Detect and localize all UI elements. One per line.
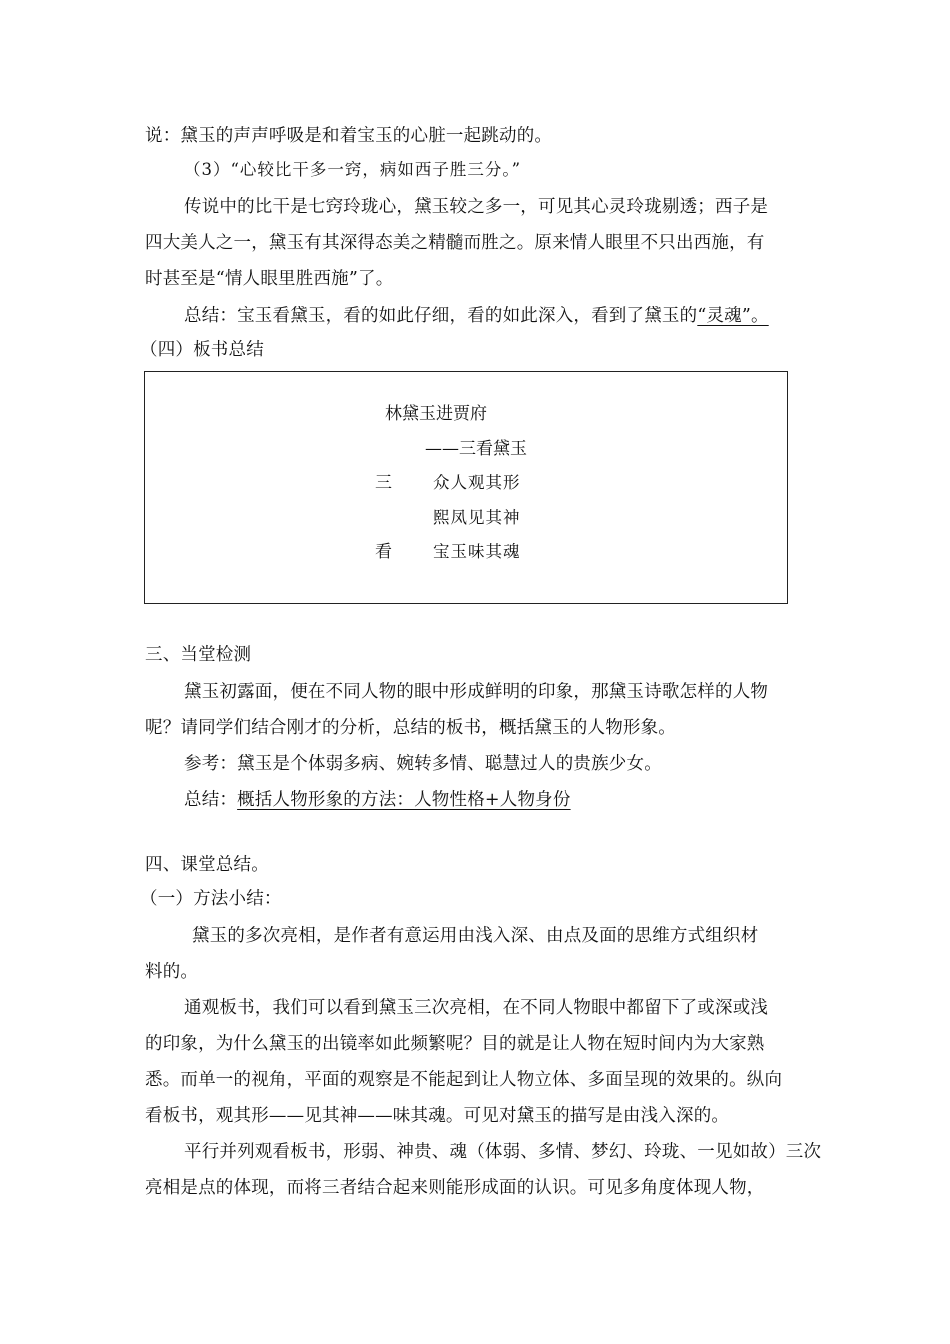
board-summary-box (144, 371, 788, 604)
paragraph-line: 时甚至是“情人眼里胜西施”了。 (145, 269, 394, 289)
paragraph-line: 悉。而单一的视角，平面的观察是不能起到让人物立体、多面呈现的效果的。纵向 (145, 1070, 783, 1090)
summary-text: 总结：宝玉看黛玉，看的如此仔细，看的如此深入，看到了黛玉的 (184, 306, 698, 326)
paragraph-line: 黛玉初露面，便在不同人物的眼中形成鲜明的印象，那黛玉诗歌怎样的人物 (184, 682, 769, 702)
underlined-text: 概括人物形象的方法：人物性格+人物身份 (237, 790, 571, 810)
summary-line (184, 788, 815, 812)
section-heading: （四）板书总结 (140, 340, 264, 360)
paragraph-line: 通观板书，我们可以看到黛玉三次亮相，在不同人物眼中都留下了或深或浅 (184, 998, 769, 1018)
board-item: 熙凤见其神 (433, 508, 521, 527)
reference-line: 参考：黛玉是个体弱多病、婉转多情、聪慧过人的贵族少女。 (184, 754, 662, 774)
summary-text: 总结： (184, 790, 238, 810)
paragraph-line: 的印象，为什么黛玉的出镜率如此频繁呢？目的就是让人物在短时间内为大家熟 (145, 1034, 765, 1054)
section-heading: 三、当堂检测 (145, 645, 252, 665)
paragraph-line: 传说中的比干是七窍玲珑心，黛玉较之多一，可见其心灵玲珑剔透；西子是 (184, 197, 769, 217)
section-heading: 四、课堂总结。 (145, 855, 269, 875)
board-side-label: 三 (375, 473, 392, 493)
paragraph-line: 呢？请同学们结合刚才的分析，总结的板书，概括黛玉的人物形象。 (145, 718, 676, 738)
subsection-heading: （一）方法小结： (140, 889, 282, 909)
paragraph-line: 说：黛玉的声声呼吸是和着宝玉的心脏一起跳动的。 (145, 126, 553, 146)
board-title: 林黛玉进贾府 (385, 404, 487, 424)
paragraph-line: 看板书，观其形——见其神——味其魂。可见对黛玉的描写是由浅入深的。 (145, 1106, 730, 1126)
paragraph-line: 料的。 (145, 962, 199, 982)
board-subtitle: ——三看黛玉 (425, 439, 527, 459)
paragraph-line: 平行并列观看板书，形弱、神贵、魂（体弱、多情、梦幻、玲珑、一见如故）三次 (184, 1142, 822, 1162)
board-item: 宝玉味其魂 (433, 542, 521, 561)
paragraph-line: 黛玉的多次亮相，是作者有意运用由浅入深、由点及面的思维方式组织材 (192, 926, 759, 946)
underlined-text: “灵魂”。 (697, 306, 769, 326)
paragraph-line: 四大美人之一，黛玉有其深得态美之精髓而胜之。原来情人眼里不只出西施，有 (145, 233, 765, 253)
board-item: 众人观其形 (433, 473, 521, 492)
board-side-label: 看 (375, 542, 392, 562)
quote-line: （3）“心较比干多一窍，病如西子胜三分。” (184, 160, 522, 179)
paragraph-line: 亮相是点的体现，而将三者结合起来则能形成面的认识。可见多角度体现人物， (145, 1178, 765, 1198)
summary-line (184, 304, 815, 328)
